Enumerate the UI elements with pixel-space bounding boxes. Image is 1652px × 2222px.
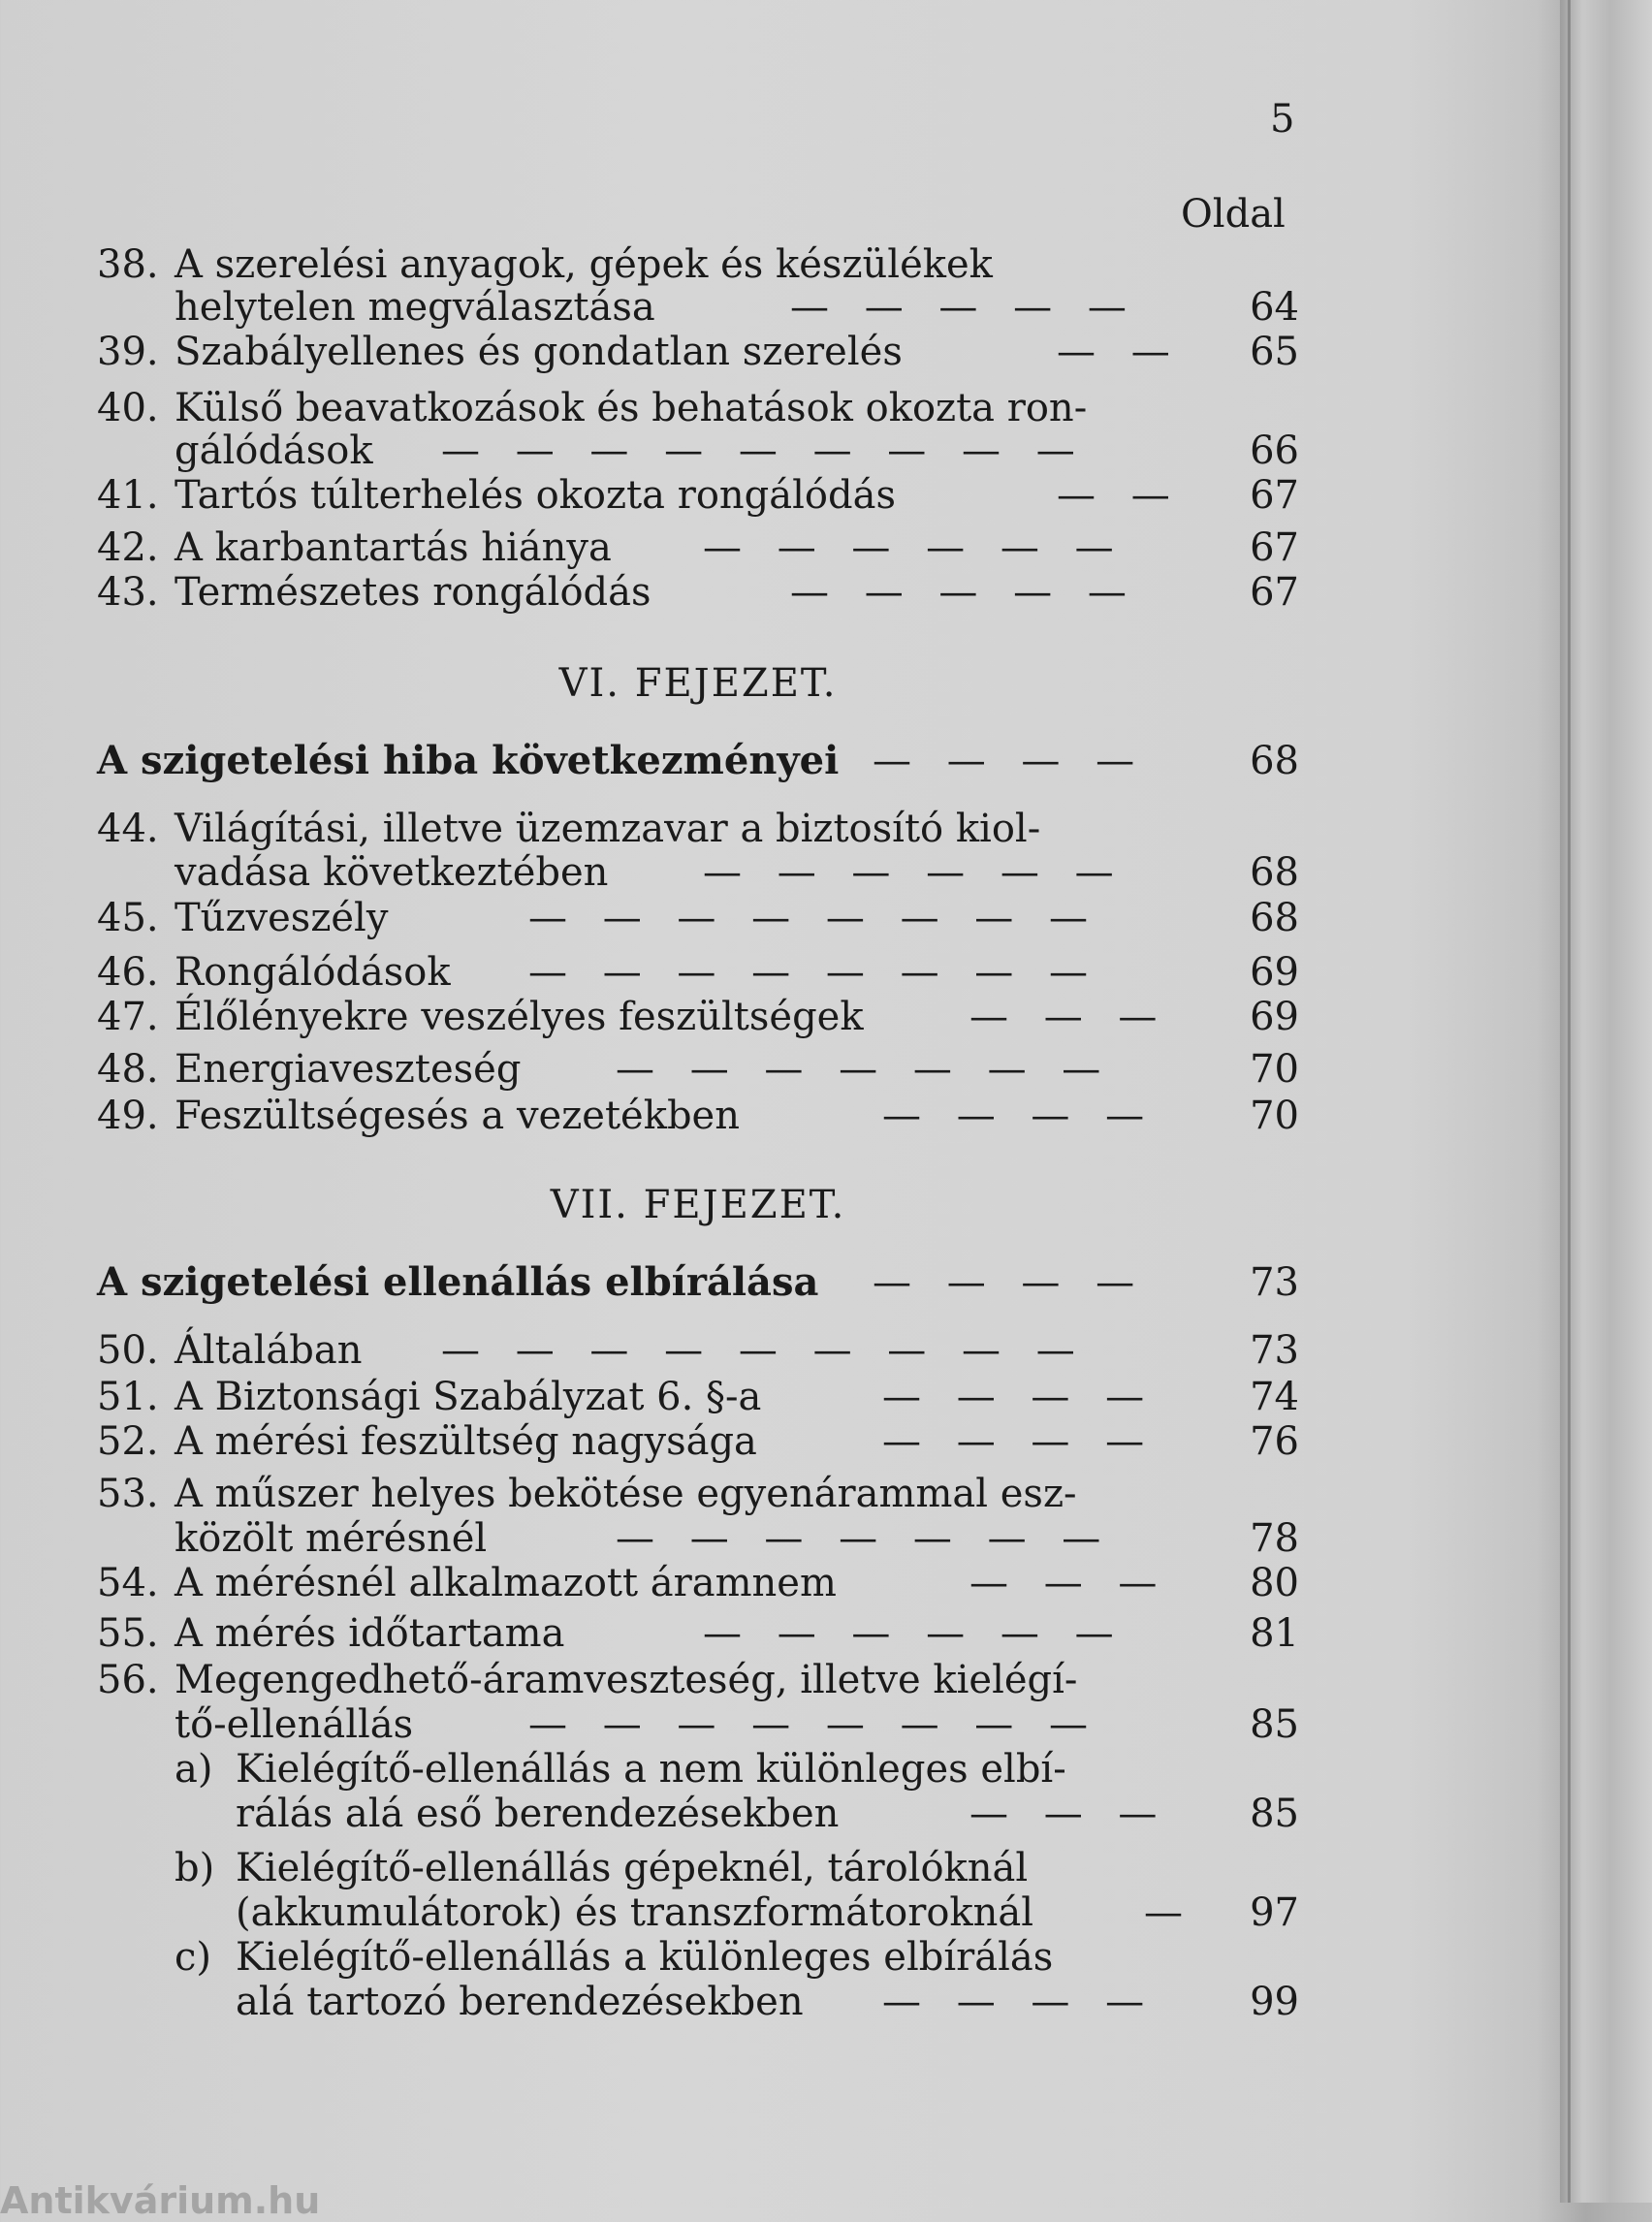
leader-dashes: — — — — — — bbox=[703, 525, 1126, 570]
entry-text: A karbantartás hiánya bbox=[175, 525, 612, 570]
entry-text: Külső beavatkozások és behatások okozta ron- bbox=[175, 386, 1088, 430]
leader-dashes: — — — — — — — — — bbox=[441, 1328, 1087, 1373]
entry-number: 51. bbox=[97, 1375, 159, 1419]
entry-text: Rongálódások bbox=[175, 950, 451, 995]
toc-entry-44-cont bbox=[97, 850, 1299, 895]
subentry-label: c) bbox=[175, 1935, 212, 1980]
entry-number: 55. bbox=[97, 1611, 159, 1656]
entry-text: A Biztonsági Szabályzat 6. §-a bbox=[175, 1375, 762, 1419]
entry-page: 68 bbox=[1250, 850, 1299, 895]
entry-number: 54. bbox=[97, 1561, 159, 1605]
subentry-label: a) bbox=[175, 1747, 213, 1792]
entry-text: gálódások bbox=[175, 429, 373, 473]
entry-text: helytelen megválasztása bbox=[175, 285, 655, 330]
toc-subentry-b bbox=[97, 1846, 1299, 1890]
toc-entry-47 bbox=[97, 995, 1299, 1039]
entry-number: 53. bbox=[97, 1472, 159, 1516]
entry-page: 81 bbox=[1250, 1611, 1299, 1656]
leader-dashes: — — — — — — bbox=[703, 1611, 1126, 1656]
entry-text: A mérésnél alkalmazott áramnem bbox=[175, 1561, 837, 1605]
entry-text: Tartós túlterhelés okozta rongálódás bbox=[175, 473, 896, 518]
entry-number: 50. bbox=[97, 1328, 159, 1373]
entry-text: A mérés időtartama bbox=[175, 1611, 565, 1656]
chapter-heading-vii: VII. FEJEZET. bbox=[550, 1183, 846, 1227]
book-gutter bbox=[1560, 0, 1652, 2203]
section-heading-vii bbox=[97, 1258, 1299, 1307]
subentry-label: b) bbox=[175, 1846, 215, 1890]
entry-text: Élőlényekre veszélyes feszültségek bbox=[175, 995, 864, 1039]
entry-page: 99 bbox=[1250, 1980, 1299, 2024]
entry-number: 41. bbox=[97, 473, 159, 518]
leader-dashes: — — — — bbox=[873, 1260, 1147, 1305]
entry-page: 73 bbox=[1250, 1328, 1299, 1373]
entry-number: 38. bbox=[97, 242, 159, 287]
toc-entry-39 bbox=[97, 330, 1299, 374]
entry-text: A mérési feszültség nagysága bbox=[175, 1419, 757, 1464]
entry-number: 43. bbox=[97, 570, 159, 615]
entry-page: 97 bbox=[1250, 1890, 1299, 1935]
entry-page: 74 bbox=[1250, 1375, 1299, 1419]
entry-page: 67 bbox=[1250, 473, 1299, 518]
entry-text: A műszer helyes bekötése egyenárammal esz- bbox=[175, 1472, 1077, 1516]
entry-page: 69 bbox=[1250, 995, 1299, 1039]
entry-page: 67 bbox=[1250, 525, 1299, 570]
toc-entry-50 bbox=[97, 1328, 1299, 1373]
toc-entry-38 bbox=[97, 242, 1299, 287]
entry-page: 76 bbox=[1250, 1419, 1299, 1464]
toc-entry-55 bbox=[97, 1611, 1299, 1656]
entry-text: Tűzveszély bbox=[175, 896, 389, 940]
section-page: 73 bbox=[1250, 1260, 1299, 1305]
toc-subentry-b-cont bbox=[97, 1890, 1299, 1935]
entry-page: 66 bbox=[1250, 429, 1299, 473]
watermark: Antikvárium.hu bbox=[0, 2179, 321, 2222]
toc-subentry-a bbox=[97, 1747, 1299, 1792]
toc-entry-42 bbox=[97, 525, 1299, 570]
entry-number: 40. bbox=[97, 386, 159, 430]
entry-text: vadása következtében bbox=[175, 850, 609, 895]
leader-dashes: — — — — — — bbox=[703, 850, 1126, 895]
toc-entry-56-cont bbox=[97, 1702, 1299, 1747]
leader-dashes: — — — — — bbox=[790, 285, 1138, 330]
chapter-heading-vi: VI. FEJEZET. bbox=[558, 661, 838, 706]
toc-entry-44 bbox=[97, 807, 1299, 851]
toc-entry-48 bbox=[97, 1047, 1299, 1092]
entry-page: 67 bbox=[1250, 570, 1299, 615]
toc-subentry-a-cont bbox=[97, 1792, 1299, 1836]
entry-page: 80 bbox=[1250, 1561, 1299, 1605]
leader-dashes: — — — — bbox=[882, 1094, 1157, 1138]
toc-entry-43 bbox=[97, 570, 1299, 615]
entry-page: 78 bbox=[1250, 1516, 1299, 1561]
leader-dashes: — — — — — — — — bbox=[528, 1702, 1100, 1747]
leader-dashes: — — — — — — — bbox=[616, 1047, 1113, 1092]
page-number: 5 bbox=[1270, 97, 1295, 142]
entry-page: 64 bbox=[1250, 285, 1299, 330]
leader-dashes: — — — bbox=[969, 1561, 1169, 1605]
entry-text: A szerelési anyagok, gépek és készülékek bbox=[175, 242, 993, 287]
entry-page: 69 bbox=[1250, 950, 1299, 995]
entry-number: 46. bbox=[97, 950, 159, 995]
entry-text: Feszültségesés a vezetékben bbox=[175, 1094, 740, 1138]
section-title: A szigetelési hiba következményei bbox=[97, 738, 840, 783]
entry-number: 47. bbox=[97, 995, 159, 1039]
entry-number: 52. bbox=[97, 1419, 159, 1464]
toc-entry-46 bbox=[97, 950, 1299, 995]
entry-text: Általában bbox=[175, 1328, 363, 1373]
entry-number: 44. bbox=[97, 807, 159, 851]
entry-text: Természetes rongálódás bbox=[175, 570, 651, 615]
entry-text: Kielégítő-ellenállás gépeknél, tárolóknál bbox=[236, 1846, 1029, 1890]
toc-entry-40 bbox=[97, 386, 1299, 430]
leader-dashes: — — — — — — — — bbox=[528, 950, 1100, 995]
leader-dashes: — — — — bbox=[882, 1419, 1157, 1464]
leader-dashes: — — bbox=[1057, 473, 1182, 518]
toc-entry-51 bbox=[97, 1375, 1299, 1419]
entry-number: 49. bbox=[97, 1094, 159, 1138]
leader-dashes: — — — — bbox=[882, 1375, 1157, 1419]
leader-dashes: — — — — — — — — bbox=[528, 896, 1100, 940]
toc-subentry-c bbox=[97, 1935, 1299, 1980]
entry-text: Kielégítő-ellenállás a különleges elbírálás bbox=[236, 1935, 1054, 1980]
toc-entry-45 bbox=[97, 896, 1299, 940]
toc-entry-53-cont bbox=[97, 1516, 1299, 1561]
entry-number: 48. bbox=[97, 1047, 159, 1092]
toc-entry-52 bbox=[97, 1419, 1299, 1464]
section-heading-vi bbox=[97, 737, 1299, 785]
entry-page: 85 bbox=[1250, 1702, 1299, 1747]
toc-entry-49 bbox=[97, 1094, 1299, 1138]
entry-text: (akkumulátorok) és transzformátoroknál bbox=[236, 1890, 1034, 1935]
entry-text: tő-ellenállás bbox=[175, 1702, 414, 1747]
toc-entry-38-cont bbox=[97, 285, 1299, 330]
toc-entry-53 bbox=[97, 1472, 1299, 1516]
leader-dashes: — — — bbox=[969, 995, 1169, 1039]
leader-dashes: — — — — bbox=[882, 1980, 1157, 2024]
leader-dashes: — — — bbox=[969, 1792, 1169, 1836]
toc-entry-56 bbox=[97, 1658, 1299, 1702]
leader-dashes: — — — — bbox=[873, 739, 1147, 783]
entry-text: Világítási, illetve üzemzavar a biztosító kiol- bbox=[175, 807, 1041, 851]
leader-dashes: — bbox=[1144, 1890, 1194, 1935]
section-page: 68 bbox=[1250, 739, 1299, 783]
entry-text: közölt mérésnél bbox=[175, 1516, 488, 1561]
entry-page: 68 bbox=[1250, 896, 1299, 940]
section-title: A szigetelési ellenállás elbírálása bbox=[97, 1259, 819, 1305]
entry-page: 85 bbox=[1250, 1792, 1299, 1836]
toc-subentry-c-cont bbox=[97, 1980, 1299, 2024]
entry-text: Szabályellenes és gondatlan szerelés bbox=[175, 330, 903, 374]
entry-text: alá tartozó berendezésekben bbox=[236, 1980, 804, 2024]
entry-page: 70 bbox=[1250, 1047, 1299, 1092]
entry-page: 65 bbox=[1250, 330, 1299, 374]
entry-number: 56. bbox=[97, 1658, 159, 1702]
toc-entry-40-cont bbox=[97, 429, 1299, 473]
entry-text: Energiaveszteség bbox=[175, 1047, 522, 1092]
leader-dashes: — — — — — bbox=[790, 570, 1138, 615]
oldal-header: Oldal bbox=[1181, 192, 1286, 237]
leader-dashes: — — — — — — — — — bbox=[441, 429, 1087, 473]
toc-entry-54 bbox=[97, 1561, 1299, 1605]
entry-text: Megengedhető-áramveszteség, illetve kielégí- bbox=[175, 1658, 1078, 1702]
entry-number: 39. bbox=[97, 330, 159, 374]
entry-number: 45. bbox=[97, 896, 159, 940]
leader-dashes: — — bbox=[1057, 330, 1182, 374]
entry-text: rálás alá eső berendezésekben bbox=[236, 1792, 840, 1836]
leader-dashes: — — — — — — — bbox=[616, 1516, 1113, 1561]
entry-number: 42. bbox=[97, 525, 159, 570]
entry-page: 70 bbox=[1250, 1094, 1299, 1138]
toc-entry-41 bbox=[97, 473, 1299, 518]
entry-text: Kielégítő-ellenállás a nem különleges elbí- bbox=[236, 1747, 1066, 1792]
